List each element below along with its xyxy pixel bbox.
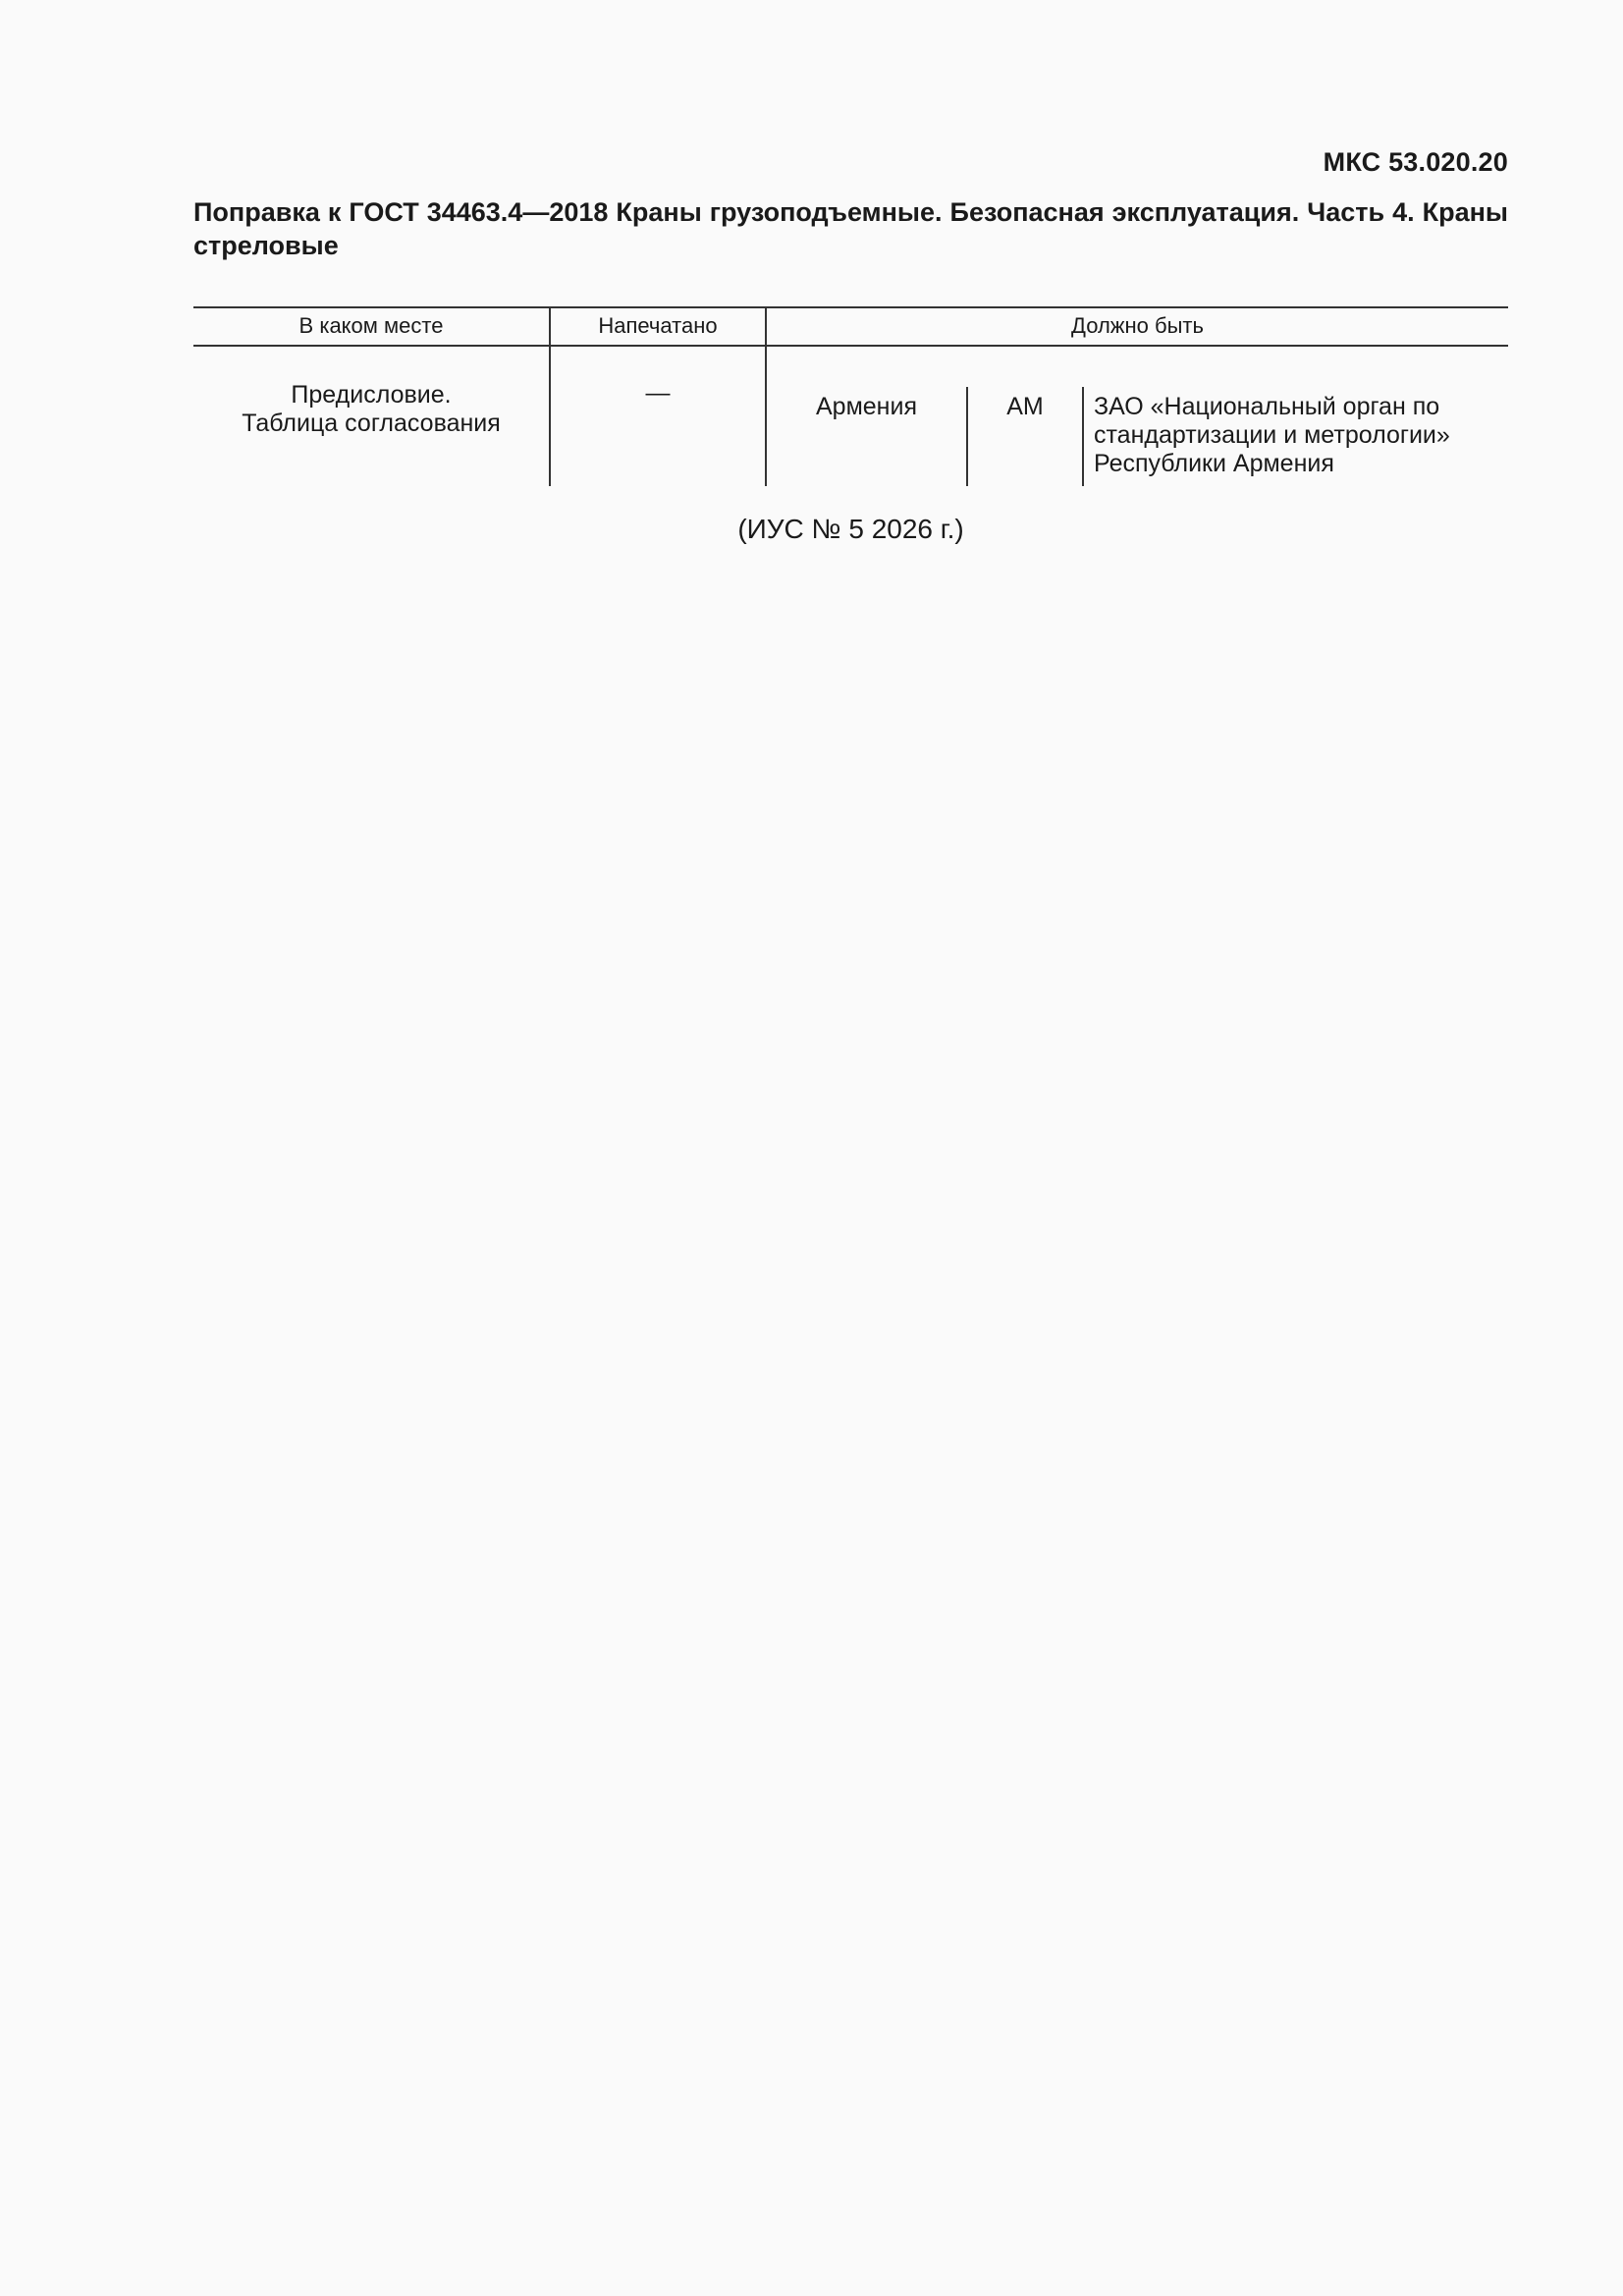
ius-reference: (ИУС № 5 2026 г.) — [737, 514, 964, 544]
column-header-place: В каком месте — [298, 313, 444, 338]
printed-cell: — — [645, 379, 671, 407]
country-code-cell: AM — [1006, 393, 1044, 420]
place-line-2: Таблица согласования — [242, 410, 501, 437]
amendment-title: Поправка к ГОСТ 34463.4—2018 Краны грузоподъемные. Безопасная эксплуатация. Часть 4. Краны стреловые — [193, 197, 1508, 260]
place-line-1: Предисловие. — [291, 381, 452, 409]
sub-column-divider — [1082, 387, 1084, 486]
place-cell — [193, 381, 549, 438]
column-header-printed: Напечатано — [598, 313, 718, 338]
organization-cell: ЗАО «Национальный орган по стандартизации и метрологии» Республики Армения — [1094, 393, 1450, 477]
amendment-table — [193, 306, 1508, 486]
table-top-rule — [193, 306, 1508, 308]
table-header-rule — [193, 345, 1508, 347]
mks-code: МКС 53.020.20 — [1323, 147, 1508, 177]
column-header-should-be: Должно быть — [1071, 313, 1204, 338]
country-cell: Армения — [816, 393, 917, 420]
